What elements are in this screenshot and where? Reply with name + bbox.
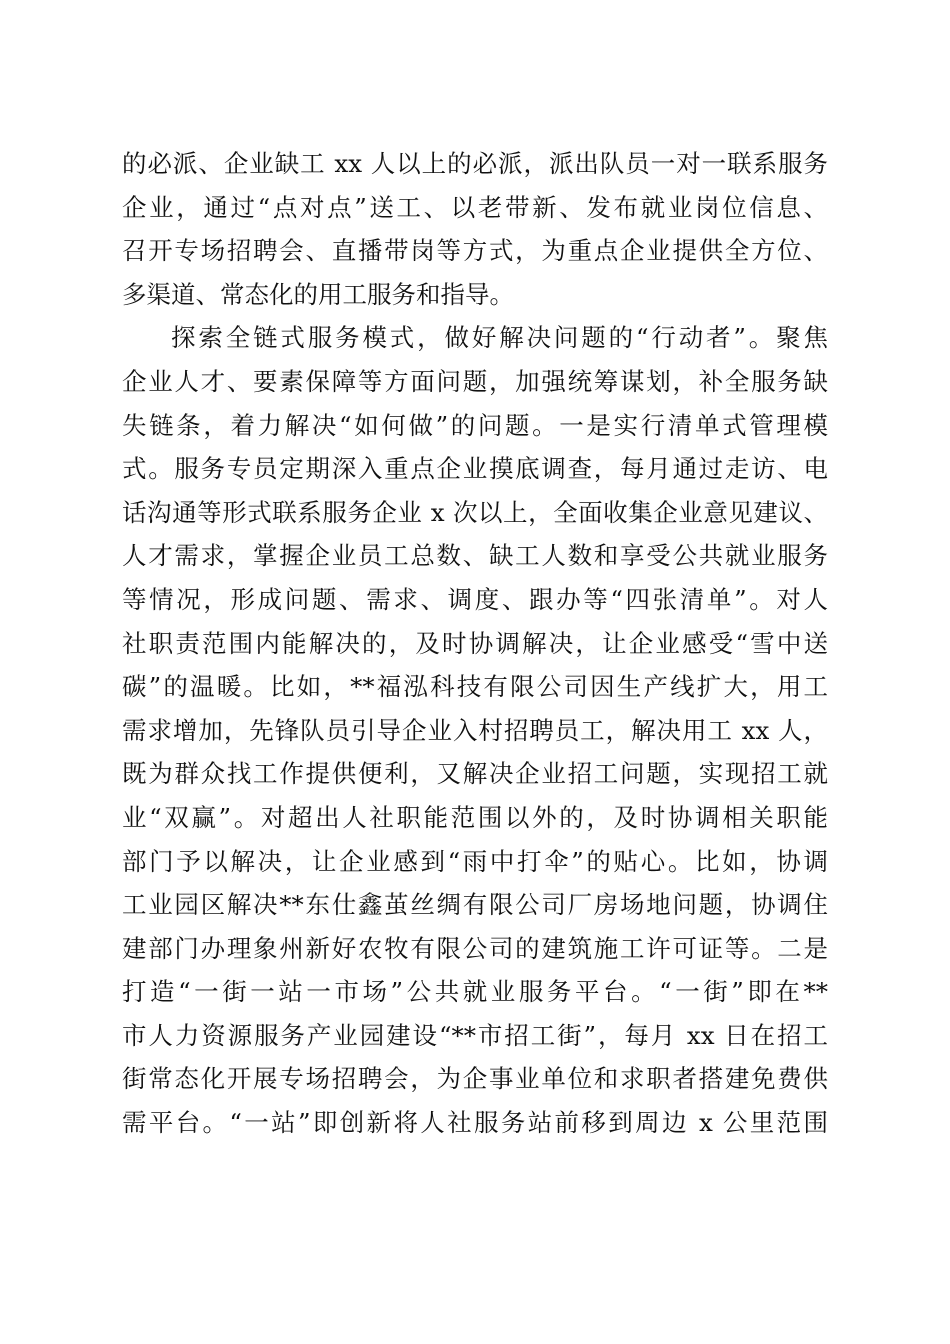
- body-text: [122, 142, 828, 1145]
- text-line: 企业，通过“点对点”送工、以老带新、发布就业岗位信息、: [122, 192, 828, 222]
- text-line: 等情况，形成问题、需求、调度、跟办等“四张清单”。对人: [122, 584, 828, 614]
- text-line: 企业人才、要素保障等方面问题，加强统筹谋划，补全服务缺: [122, 366, 828, 396]
- text-line: 多渠道、常态化的用工服务和指导。: [122, 279, 514, 309]
- text-line: 工业园区解决**东仕鑫茧丝绸有限公司厂房场地问题，协调住: [122, 890, 828, 920]
- text-line: 话沟通等形式联系服务企业 x 次以上，全面收集企业意见建议、: [122, 497, 828, 527]
- text-line: 业“双赢”。对超出人社职能范围以外的，及时协调相关职能: [122, 802, 828, 832]
- paragraph-first-line: 探索全链式服务模式，做好解决问题的“行动者”。聚焦: [171, 323, 828, 353]
- text-line: 的必派、企业缺工 xx 人以上的必派，派出队员一对一联系服务: [122, 149, 828, 178]
- text-line: 既为群众找工作提供便利，又解决企业招工问题，实现招工就: [122, 759, 828, 789]
- text-line: 需求增加，先锋队员引导企业入村招聘员工，解决用工 xx 人，: [122, 715, 828, 745]
- text-line: 召开专场招聘会、直播带岗等方式，为重点企业提供全方位、: [122, 236, 828, 266]
- text-line: 建部门办理象州新好农牧有限公司的建筑施工许可证等。二是: [122, 933, 828, 963]
- text-line: 碳”的温暖。比如，**福泓科技有限公司因生产线扩大，用工: [122, 672, 828, 702]
- text-line: 部门予以解决，让企业感到“雨中打伞”的贴心。比如，协调: [122, 846, 828, 876]
- text-line: 市人力资源服务产业园建设“**市招工街”，每月 xx 日在招工: [122, 1020, 828, 1050]
- text-line: 式。服务专员定期深入重点企业摸底调查，每月通过走访、电: [122, 454, 828, 484]
- text-line: 街常态化开展专场招聘会，为企事业单位和求职者搭建免费供: [122, 1064, 828, 1094]
- text-line: 社职责范围内能解决的，及时协调解决，让企业感受“雪中送: [122, 628, 828, 658]
- text-line: 打造“一街一站一市场”公共就业服务平台。“一街”即在**: [122, 977, 828, 1007]
- text-line: 人才需求，掌握企业员工总数、缺工人数和享受公共就业服务: [122, 541, 828, 571]
- text-line: 需平台。“一站”即创新将人社服务站前移到周边 x 公里范围: [122, 1108, 828, 1138]
- text-line: 失链条，着力解决“如何做”的问题。一是实行清单式管理模: [122, 410, 828, 440]
